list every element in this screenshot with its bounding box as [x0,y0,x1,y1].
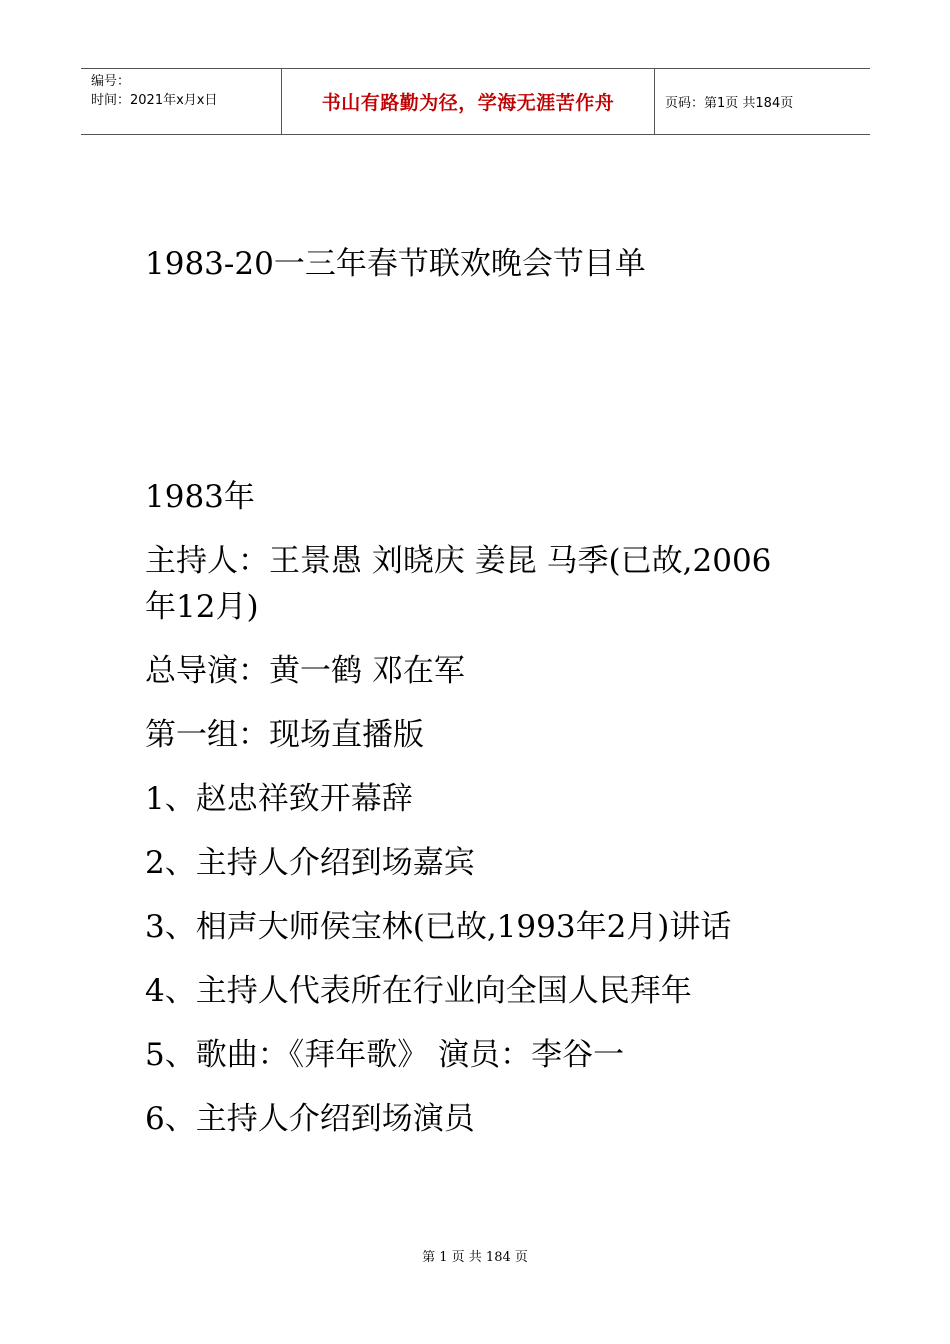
header-page-info: 页码：第1页 共184页 [665,96,794,111]
page-footer: 第 1 页 共 184 页 [422,1250,528,1265]
serial-label: 编号： [91,74,131,89]
header-motto: 书山有路勤为径，学海无涯苦作舟 [281,69,655,134]
header-meta [81,69,281,134]
document-body [145,474,795,1160]
page-header [81,68,870,135]
paragraph: 第一组：现场直播版 [145,717,424,753]
paragraph: 5、歌曲：《拜年歌》 演员：李谷一 [145,1037,625,1073]
paragraph: 总导演：黄一鹤 邓在军 [145,653,465,689]
time-label: 时间：2021年x月x日 [91,93,218,108]
paragraph: 1983年 [145,479,255,515]
document-title: 1983-20一三年春节联欢晚会节目单 [145,246,646,282]
paragraph: 1、赵忠祥致开幕辞 [145,781,413,817]
paragraph: 4、主持人代表所在行业向全国人民拜年 [145,973,692,1009]
paragraph: 2、主持人介绍到场嘉宾 [145,845,475,881]
paragraph: 6、主持人介绍到场演员 [145,1101,475,1137]
paragraph: 主持人：王景愚 刘晓庆 姜昆 马季(已故,2006年12月) [145,543,772,625]
paragraph: 3、相声大师侯宝林(已故,1993年2月)讲话 [145,909,732,945]
